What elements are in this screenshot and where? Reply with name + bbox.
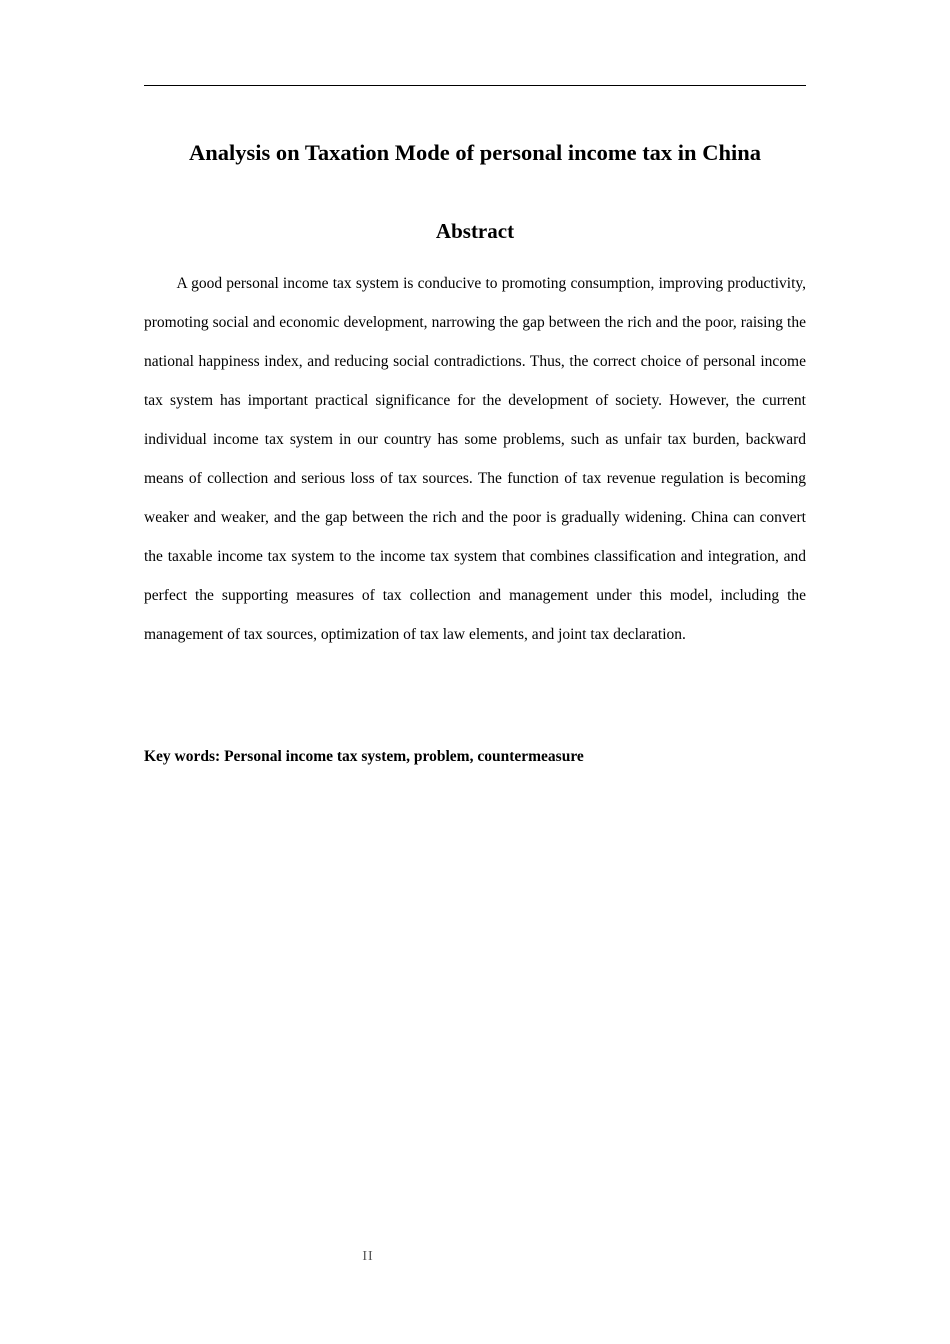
abstract-body: A good personal income tax system is conducive to promoting consumption, improving productivity, promoting social and economic development, narrowing the gap between the rich and the poor, raising the national happiness index, and reducing social contradictions. Thus, the correct choice of personal income tax system has important practical significance for the development of society. However, the current individual income tax system in our country has some problems, such as unfair tax burden, backward means of collection and serious loss of tax sources. The function of tax revenue regulation is becoming weaker and weaker, and the gap between the rich and the poor is gradually widening. China can convert the taxable income tax system to the income tax system that combines classification and integration, and perfect the supporting measures of tax collection and management under this model, including the management of tax sources, optimization of tax law elements, and joint tax declaration. — [144, 275, 806, 643]
page-number: II — [362, 1249, 374, 1264]
abstract-heading: Abstract — [435, 219, 515, 243]
paper-title: Analysis on Taxation Mode of personal income tax in China — [189, 140, 761, 165]
header-rule — [144, 85, 806, 86]
keywords: Key words: Personal income tax system, problem, countermeasure — [144, 748, 584, 765]
